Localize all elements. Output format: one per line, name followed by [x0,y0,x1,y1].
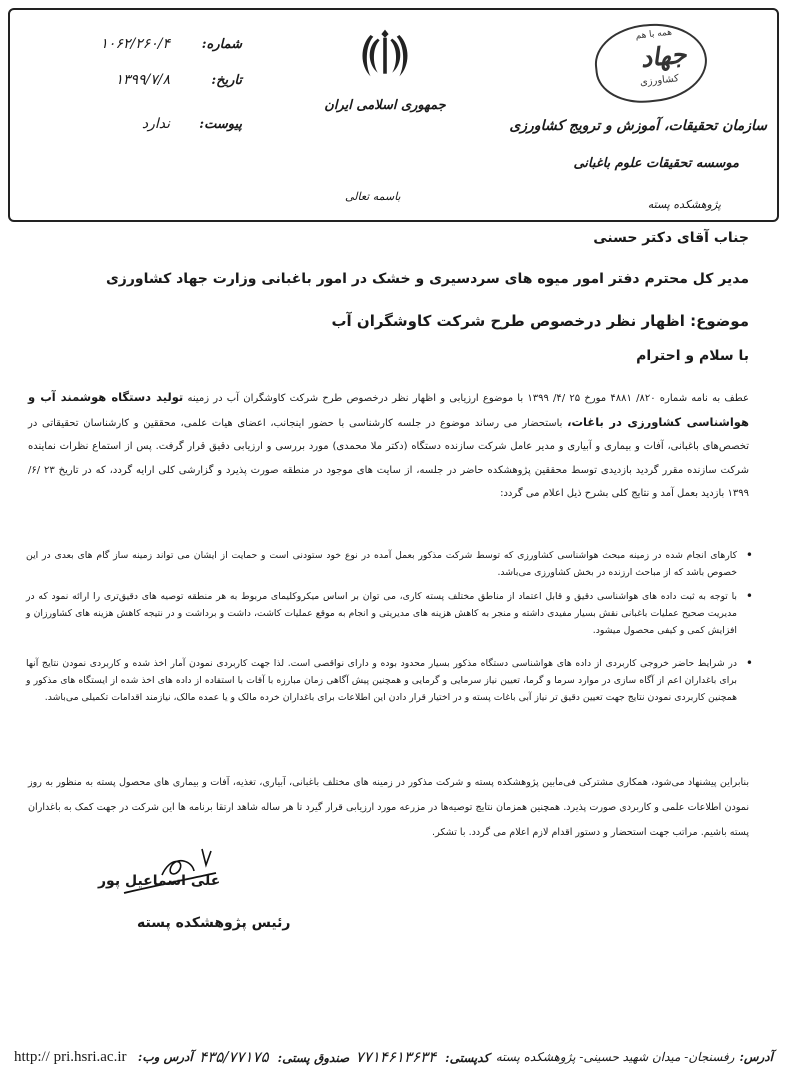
footer-web [133,1050,193,1064]
org-line-1: سازمان تحقیقات، آموزش و ترویج کشاورزی [509,118,767,134]
intro-bold-topic: تولید دستگاه هوشمند آب و هواشناسی کشاورزی در باغات، [28,390,749,429]
intro-paragraph [28,386,749,506]
signature-icon [118,845,218,897]
date-row [22,72,242,88]
basmala-text: باسمه تعالی [345,190,401,203]
organization-block [509,18,767,218]
number-label: شماره: [201,37,242,52]
date-value: ۱۳۹۹/۷/۸ [115,72,170,88]
iran-emblem-icon [358,26,412,80]
pobox-number: ۴۳۵/۷۷۱۷۵ [199,1048,269,1066]
footer-address [496,1050,773,1064]
salutation: جناب آقای دکتر حسنی [593,230,749,246]
address-text: رفسنجان- میدان شهید حسینی- پژوهشکده پسته [495,1050,735,1064]
intro-text-2: باستحضار می رساند موضوع در جلسه کارشناسی با حضور اینجانب، اعضای هیات علمی، محققین و کارشناسان تحقیقاتی در تخصص‌های باغبانی، آفات و بیماری و آبیاری و مدیر عامل شرکت سازنده دستگاه (دکتر ملا محمدی) مورد بررسی و ارزیابی دقیق قرار گرفت. پس از استماع نظرات نماینده شرکت سازنده مقرر گردید بازدیدی توسط محققین پژوهشکده حاضر در جلسه، از سایت های موجود در منطقه صورت پذیرد و گزارشی کلی ارایه گردد، که در تاریخ ۲۳ /۶/ ۱۳۹۹ بازدید بعمل آمد و نتایج کلی بشرح ذیل اعلام می گردد: [28,417,749,499]
subject-label: موضوع: [690,312,749,330]
seal-top-text: همه با هم [635,27,673,42]
date-label: تاریخ: [211,73,242,88]
org-line-2: موسسه تحقیقات علوم باغبانی [573,156,739,171]
website-link[interactable]: http:// pri.hsri.ac.ir [14,1048,127,1065]
org-line-3: پژوهشکده پسته [647,198,721,211]
finding-item: • کارهای انجام شده در زمینه مبحث هواشناسی کشاورزی که توسط شرکت مذکور بعمل آمده در نوع خود ستودنی است و حمایت از ایشان می تواند زمینه ساز گام های بعدی در این خصوص باشد که از مباحث ارزنده در بخش کشاورزی می‌باشد. [26,547,757,581]
web-label: آدرس وب: [137,1050,193,1064]
conclusion-paragraph: بنابراین پیشنهاد می‌شود، همکاری مشترکی فی‌مابین پژوهشکده پسته و شرکت مذکور در زمینه های مختلف باغبانی، آبیاری، تغذیه، آفات و بیماری های محصول پسته به منظور به روز نمودن اطلاعات علمی و کاربردی صورت پذیرد. همچنین همزمان نتایج توصیه‌ها در مزرعه مورد ارزیابی قرار گیرد تا هر ساله شاهد ارتقا برنامه ها این شرکت در جهت کمک به باغداران پسته باشیم. مراتب جهت استحضار و دستور اقدام لازم اعلام می گردد. با تشکر. [28,777,749,838]
pobox-label: صندوق پستی: [277,1051,350,1065]
seal-main-text: جهاد [639,39,688,73]
footer-pobox [199,1048,349,1066]
attachment-label: پیوست: [199,117,242,132]
finding-item: • با توجه به ثبت داده های هواشناسی دقیق و قابل اعتماد از مناطق مختلف پسته کاری، می توان بر اساس میکروکلیمای مربوط به هر منطقه توصیه های دقیق‌تری را ارائه نمود که در مدیریت صحیح عملیات باغبانی نقش بسیار مفیدی داشته و منجر به کاهش هزینه های مدیریتی و انجام به موقع عملیات کاشت، داشت و برداشت و در نتیجه کاهش هزینه های کشاورزان و افزایش کمی و کیفی محصول میشود. [26,588,757,639]
subject-line [331,312,749,330]
recipient-title: مدیر کل محترم دفتر امور میوه های سردسیری و خشک در امور باغبانی وزارت جهاد کشاورزی [105,271,749,287]
republic-title: جمهوری اسلامی ایران [324,98,446,113]
signer-title: رئیس پژوهشکده پسته [137,915,291,931]
signer-name: علی اسماعیل پور [98,873,221,889]
intro-text-1: عطف به نامه شماره ۸۲۰/ ۴۸۸۱ مورخ ۲۵ /۴/ ۱۳۹۹ با موضوع ارزیابی و اظهار نظر درخصوص طرح شرکت کاوشگران آب در زمینه [187,393,749,404]
footer-postal [356,1048,490,1066]
attachment-value: ندارد [141,116,170,132]
emblem-block [285,18,485,218]
footer-bar [14,1040,773,1074]
attachment-row [22,116,242,132]
number-value: ۱۰۶۲/۲۶۰/۴ [100,36,170,52]
postal-label: کدپستی: [445,1051,490,1065]
letter-meta [22,26,242,146]
seal-sub-text: کشاورزی [639,73,680,89]
subject-text: اظهار نظر درخصوص طرح شرکت کاوشگران آب [331,312,685,330]
postal-code: ۷۷۱۴۶۱۳۶۳۴ [355,1048,437,1066]
greeting: با سلام و احترام [636,348,749,364]
address-label: آدرس: [739,1050,773,1064]
findings-list [26,547,757,713]
finding-item: • در شرایط حاضر خروجی کاربردی از داده های هواشناسی دستگاه مذکور بسیار محدود بوده و دارای نواقصی است. لذا جهت کاربردی نمودن آمار اخذ شده و کاربردی نمودن نتایج آنها برای باغداران اعم از آگاه سازی در موارد سرما و گرما، تعیین نیاز سرمایی و گرمایی و همچنین پیش آگاهی زمان مبارزه با آفات با استفاده از داده های اخذ شده از ایستگاه های مذکور و همچنین کاربردی نمودن نتایج جهت تعیین دقیق تر نیاز آبی باغات پسته و در اختیار قرار دادن این اطلاعات برای باغداران خرده مالک و یا عمده مالک، نیازمند اقدامات تکمیلی می‌باشد. [26,655,757,706]
jihad-seal-icon [591,18,711,107]
number-row [22,36,242,52]
